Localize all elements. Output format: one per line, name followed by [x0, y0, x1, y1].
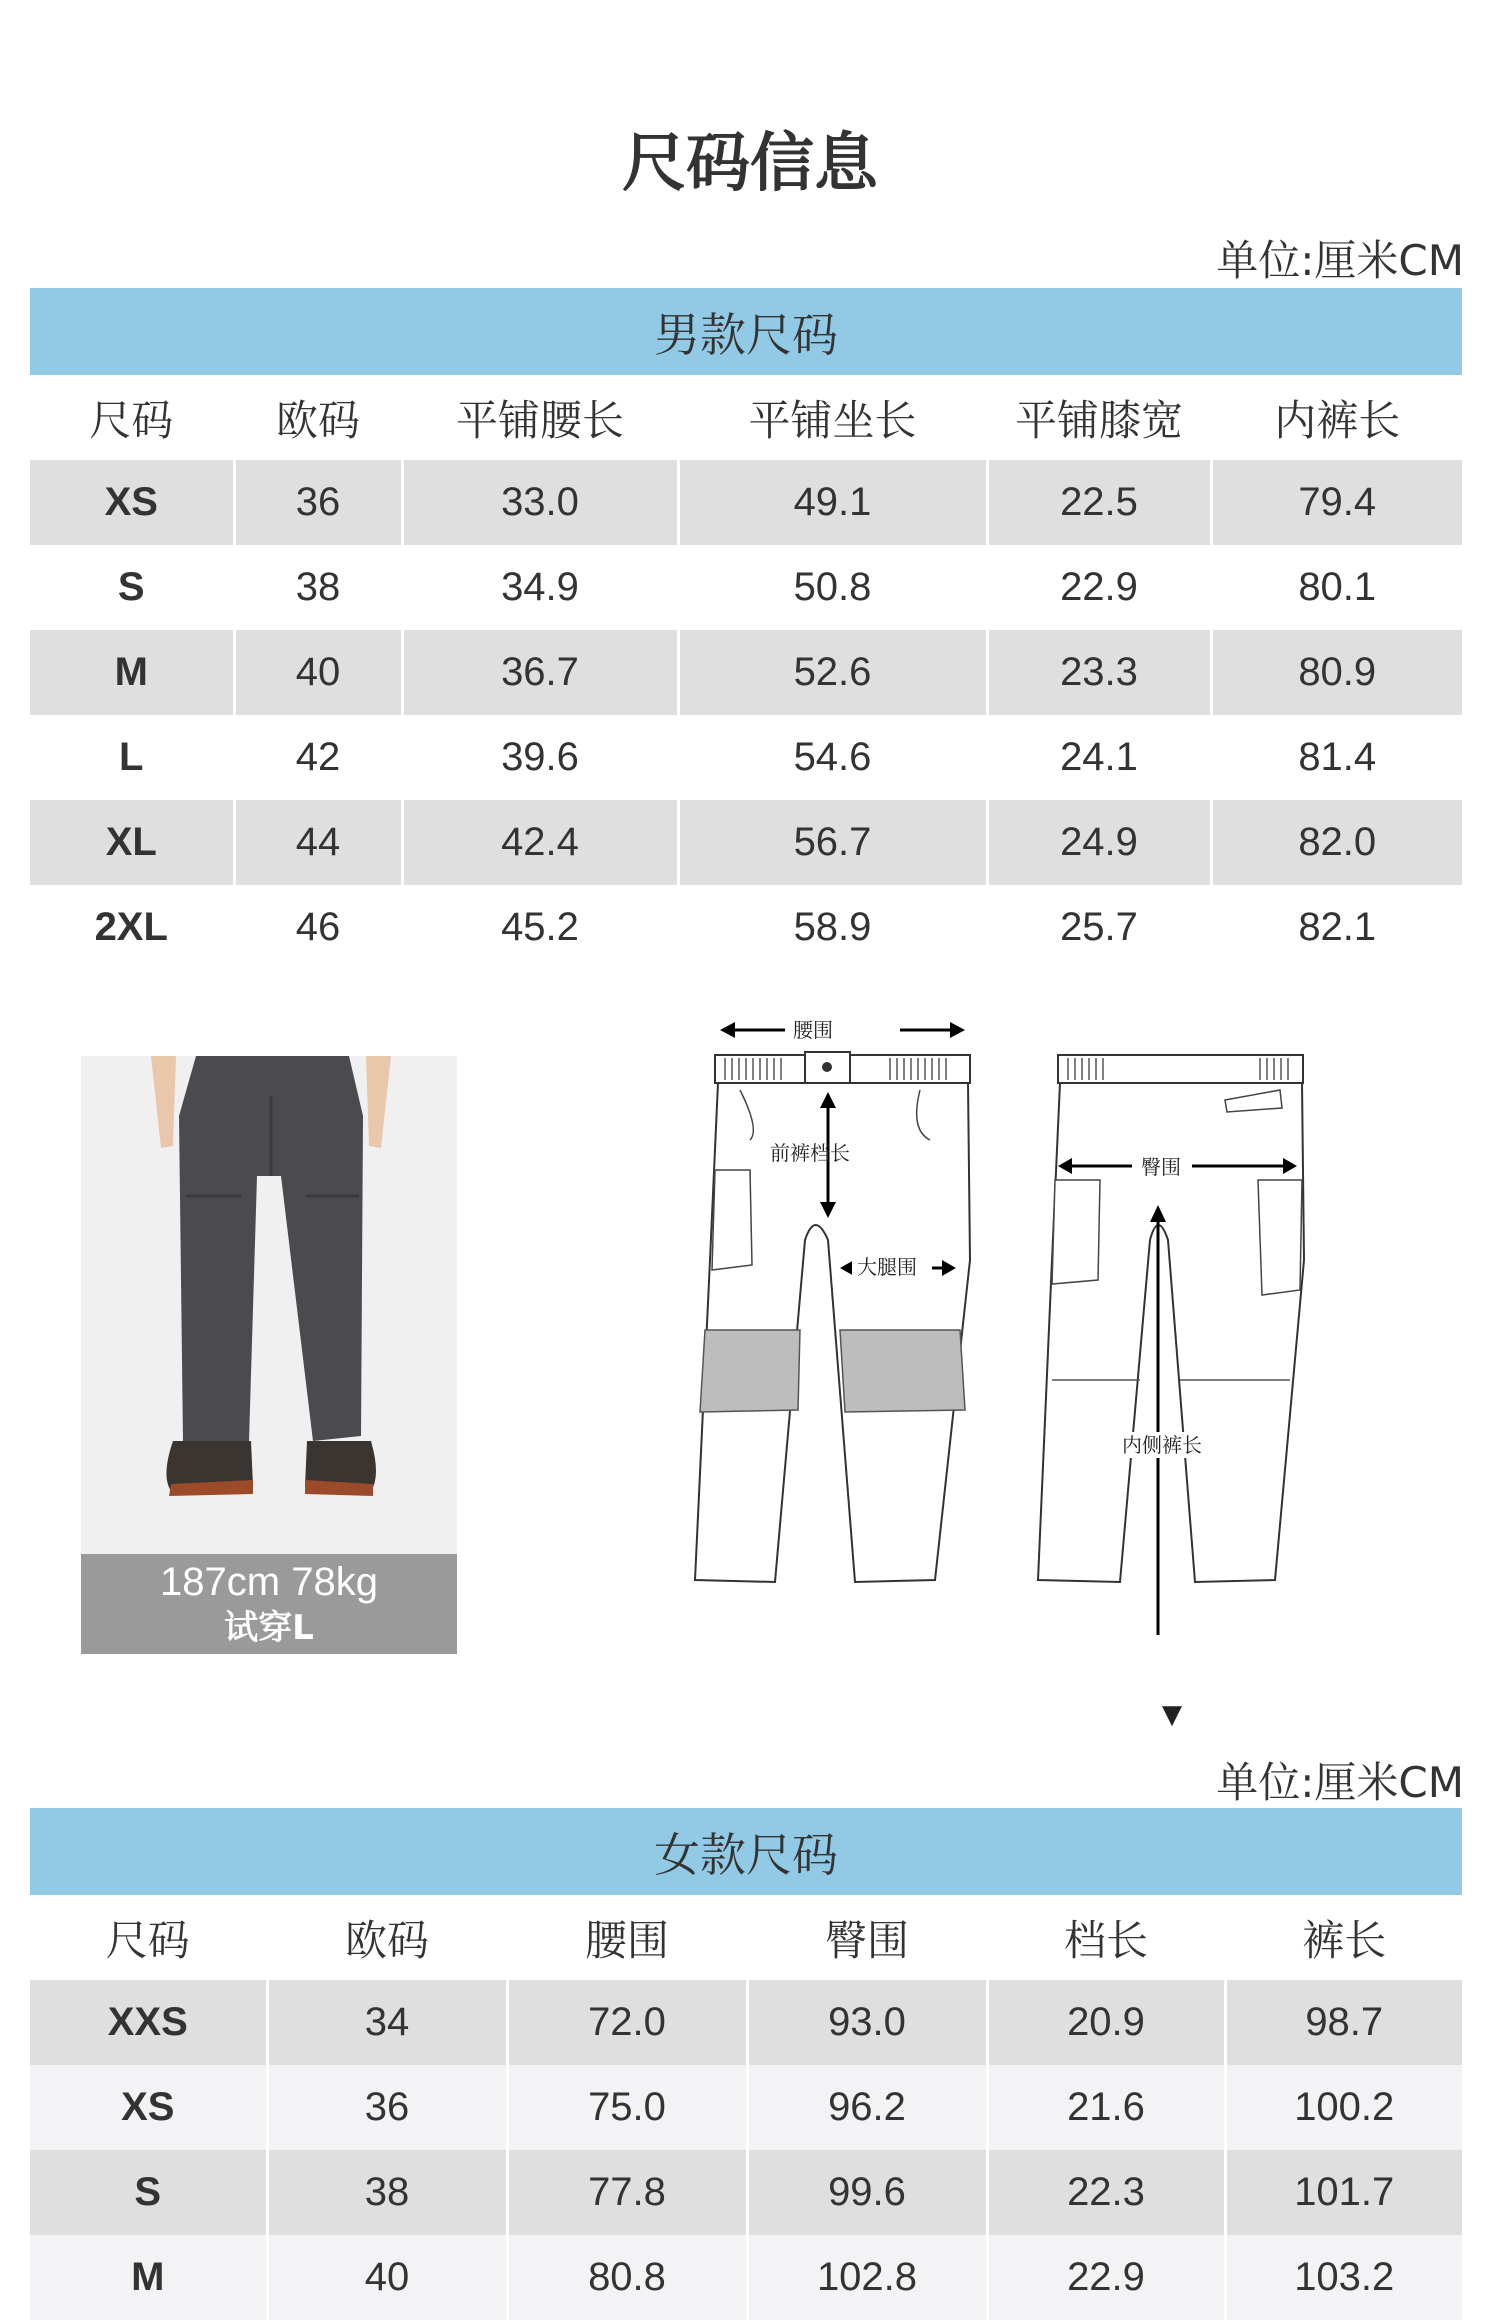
men-band-title: 男款尺码	[30, 288, 1462, 375]
women-header-rise: 档长	[987, 1895, 1225, 1980]
table-cell: 79.4	[1211, 460, 1462, 545]
table-cell: 49.1	[678, 460, 987, 545]
women-size-table	[30, 1808, 1462, 2320]
table-cell: 39.6	[402, 715, 678, 800]
table-row	[30, 800, 1462, 885]
table-cell: 25.7	[987, 885, 1211, 970]
table-cell: M	[30, 630, 234, 715]
table-row	[30, 2065, 1462, 2150]
table-cell: 45.2	[402, 885, 678, 970]
women-header-length: 裤长	[1225, 1895, 1462, 1980]
table-cell: 44	[234, 800, 402, 885]
unit-label-men: 单位:厘米CM	[1216, 236, 1464, 285]
table-cell: L	[30, 715, 234, 800]
table-cell: XS	[30, 2065, 267, 2150]
label-front-rise: 前裤档长	[770, 1141, 850, 1165]
table-cell: 56.7	[678, 800, 987, 885]
table-cell: 23.3	[987, 630, 1211, 715]
men-header-seat: 平铺坐长	[678, 375, 987, 460]
table-cell: 42	[234, 715, 402, 800]
table-cell: 22.9	[987, 545, 1211, 630]
model-fit-size: 试穿L	[224, 1608, 314, 1648]
women-header-size: 尺码	[30, 1895, 267, 1980]
table-cell: 22.5	[987, 460, 1211, 545]
table-cell: 100.2	[1225, 2065, 1462, 2150]
table-cell: 82.0	[1211, 800, 1462, 885]
table-cell: 36.7	[402, 630, 678, 715]
label-waist: 腰围	[793, 1018, 833, 1042]
table-cell: 77.8	[507, 2150, 747, 2235]
label-thigh: 大腿围	[857, 1255, 917, 1279]
label-inseam: 内侧裤长	[1122, 1433, 1202, 1457]
table-cell: 93.0	[747, 1980, 987, 2065]
table-row	[30, 715, 1462, 800]
model-caption	[81, 1554, 457, 1654]
table-cell: 22.9	[987, 2235, 1225, 2320]
table-cell: 38	[267, 2150, 507, 2235]
down-arrow-icon: ▼	[1162, 1700, 1182, 1730]
table-cell: S	[30, 545, 234, 630]
table-cell: 46	[234, 885, 402, 970]
table-row	[30, 885, 1462, 970]
table-row	[30, 2235, 1462, 2320]
table-cell: 40	[267, 2235, 507, 2320]
pants-front-diagram	[695, 1022, 970, 1582]
pants-measurement-diagram	[680, 1000, 1420, 1680]
pants-back-diagram	[1038, 1055, 1304, 1635]
table-cell: 58.9	[678, 885, 987, 970]
table-cell: 21.6	[987, 2065, 1225, 2150]
table-cell: 81.4	[1211, 715, 1462, 800]
men-header-waist: 平铺腰长	[402, 375, 678, 460]
table-cell: 103.2	[1225, 2235, 1462, 2320]
model-height-weight: 187cm 78kg	[160, 1560, 378, 1604]
table-cell: 52.6	[678, 630, 987, 715]
table-cell: 72.0	[507, 1980, 747, 2065]
page-title: 尺码信息	[622, 127, 878, 201]
table-cell: 75.0	[507, 2065, 747, 2150]
table-cell: 22.3	[987, 2150, 1225, 2235]
table-row	[30, 630, 1462, 715]
table-cell: 40	[234, 630, 402, 715]
table-cell: XL	[30, 800, 234, 885]
table-row	[30, 2150, 1462, 2235]
table-row	[30, 460, 1462, 545]
table-cell: 54.6	[678, 715, 987, 800]
table-cell: 42.4	[402, 800, 678, 885]
table-cell: 38	[234, 545, 402, 630]
table-cell: 80.1	[1211, 545, 1462, 630]
table-cell: 98.7	[1225, 1980, 1462, 2065]
men-header-eu: 欧码	[234, 375, 402, 460]
table-cell: 36	[267, 2065, 507, 2150]
men-header-size: 尺码	[30, 375, 234, 460]
table-cell: 2XL	[30, 885, 234, 970]
table-cell: XS	[30, 460, 234, 545]
table-cell: 34	[267, 1980, 507, 2065]
table-cell: 20.9	[987, 1980, 1225, 2065]
men-header-knee: 平铺膝宽	[987, 375, 1211, 460]
unit-label-women: 单位:厘米CM	[1216, 1758, 1464, 1807]
table-cell: 24.1	[987, 715, 1211, 800]
men-size-table	[30, 288, 1462, 970]
table-cell: XXS	[30, 1980, 267, 2065]
table-cell: 99.6	[747, 2150, 987, 2235]
table-cell: 36	[234, 460, 402, 545]
women-header-waist: 腰围	[507, 1895, 747, 1980]
model-figure-image	[81, 1056, 457, 1554]
table-cell: 80.8	[507, 2235, 747, 2320]
table-cell: 102.8	[747, 2235, 987, 2320]
table-cell: S	[30, 2150, 267, 2235]
women-header-hip: 臀围	[747, 1895, 987, 1980]
label-hip: 臀围	[1141, 1155, 1181, 1179]
men-header-inseam: 内裤长	[1211, 375, 1462, 460]
table-row	[30, 545, 1462, 630]
table-cell: 96.2	[747, 2065, 987, 2150]
table-cell: 34.9	[402, 545, 678, 630]
women-band-title: 女款尺码	[30, 1808, 1462, 1895]
table-cell: 101.7	[1225, 2150, 1462, 2235]
table-cell: 33.0	[402, 460, 678, 545]
table-cell: M	[30, 2235, 267, 2320]
women-header-eu: 欧码	[267, 1895, 507, 1980]
table-cell: 80.9	[1211, 630, 1462, 715]
table-cell: 24.9	[987, 800, 1211, 885]
model-photo	[81, 1056, 457, 1654]
table-cell: 82.1	[1211, 885, 1462, 970]
table-row	[30, 1980, 1462, 2065]
table-cell: 50.8	[678, 545, 987, 630]
